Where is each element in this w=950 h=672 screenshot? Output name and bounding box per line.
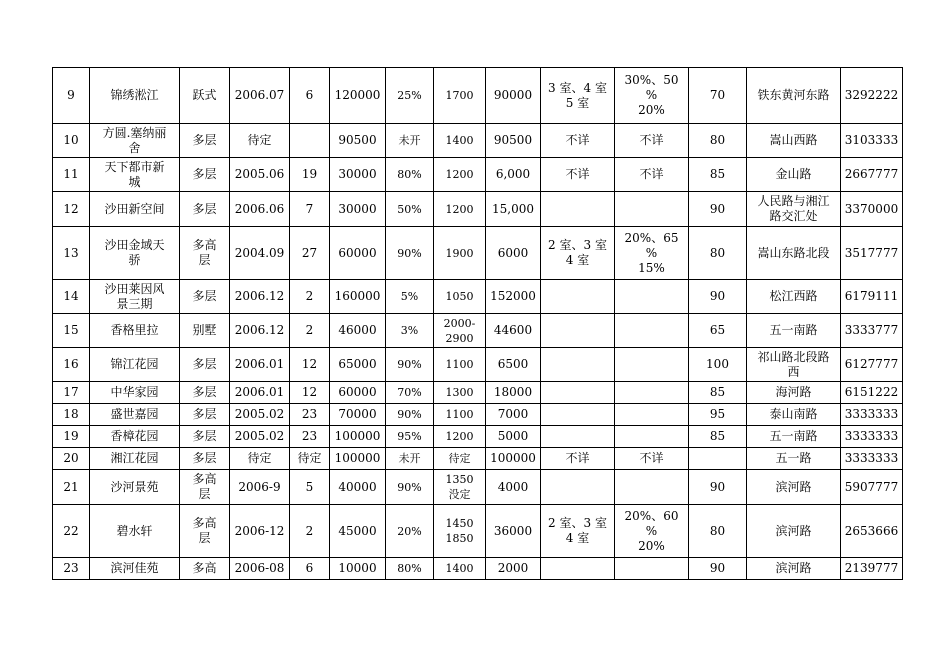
cell-col8: 1200 (434, 426, 486, 448)
cell-date: 2005.06 (230, 158, 290, 192)
cell-col5: 6 (290, 558, 330, 580)
cell-building-type: 多层 (180, 404, 230, 426)
cell-col6: 90500 (330, 124, 386, 158)
cell-date: 2004.09 (230, 227, 290, 280)
cell-date: 2006.12 (230, 314, 290, 348)
cell-date: 待定 (230, 448, 290, 470)
cell-building-type: 多层 (180, 448, 230, 470)
cell-phone: 2653666 (841, 505, 903, 558)
cell-project-name: 香樟花园 (90, 426, 180, 448)
cell-phone: 3333333 (841, 448, 903, 470)
cell-phone: 3333777 (841, 314, 903, 348)
cell-phone: 6127777 (841, 348, 903, 382)
cell-col7: 25% (386, 68, 434, 124)
cell-col6: 60000 (330, 227, 386, 280)
cell-phone: 3517777 (841, 227, 903, 280)
cell-unit-types: 2 室、3 室 4 室 (541, 505, 615, 558)
cell-unit-ratios (615, 558, 689, 580)
cell-col7: 3% (386, 314, 434, 348)
cell-col7: 80% (386, 558, 434, 580)
cell-col6: 45000 (330, 505, 386, 558)
cell-col12: 70 (689, 68, 747, 124)
cell-number: 17 (53, 382, 90, 404)
cell-col8: 1200 (434, 158, 486, 192)
cell-building-type: 别墅 (180, 314, 230, 348)
cell-number: 23 (53, 558, 90, 580)
cell-phone: 3333333 (841, 404, 903, 426)
cell-location: 嵩山东路北段 (747, 227, 841, 280)
cell-number: 15 (53, 314, 90, 348)
cell-unit-types (541, 404, 615, 426)
cell-project-name: 锦绣淞江 (90, 68, 180, 124)
cell-col7: 90% (386, 404, 434, 426)
cell-unit-ratios (615, 280, 689, 314)
cell-col5: 5 (290, 470, 330, 505)
cell-unit-ratios: 不详 (615, 448, 689, 470)
table-row (53, 68, 903, 124)
cell-project-name: 天下都市新 城 (90, 158, 180, 192)
cell-location: 五一南路 (747, 426, 841, 448)
cell-number: 12 (53, 192, 90, 227)
cell-col8: 1900 (434, 227, 486, 280)
cell-col9: 36000 (486, 505, 541, 558)
cell-col9: 4000 (486, 470, 541, 505)
cell-col8: 1450 1850 (434, 505, 486, 558)
cell-col7: 70% (386, 382, 434, 404)
cell-location: 滨河路 (747, 505, 841, 558)
cell-col7: 90% (386, 227, 434, 280)
cell-col6: 120000 (330, 68, 386, 124)
cell-col5: 12 (290, 348, 330, 382)
cell-col6: 70000 (330, 404, 386, 426)
cell-location: 松江西路 (747, 280, 841, 314)
cell-col9: 6000 (486, 227, 541, 280)
cell-col8: 1050 (434, 280, 486, 314)
cell-col12: 80 (689, 124, 747, 158)
cell-project-name: 沙田新空间 (90, 192, 180, 227)
cell-col12: 90 (689, 280, 747, 314)
cell-building-type: 多层 (180, 192, 230, 227)
cell-location: 五一南路 (747, 314, 841, 348)
cell-number: 16 (53, 348, 90, 382)
cell-col5: 2 (290, 280, 330, 314)
cell-col7: 90% (386, 470, 434, 505)
cell-unit-types: 不详 (541, 448, 615, 470)
cell-number: 18 (53, 404, 90, 426)
cell-unit-types: 2 室、3 室 4 室 (541, 227, 615, 280)
cell-unit-types (541, 382, 615, 404)
cell-unit-ratios: 20%、65 % 15% (615, 227, 689, 280)
cell-date: 2006-12 (230, 505, 290, 558)
cell-number: 10 (53, 124, 90, 158)
cell-col12: 65 (689, 314, 747, 348)
cell-unit-ratios (615, 192, 689, 227)
cell-col9: 15,000 (486, 192, 541, 227)
cell-col5: 23 (290, 404, 330, 426)
cell-project-name: 盛世嘉园 (90, 404, 180, 426)
cell-col7: 5% (386, 280, 434, 314)
cell-project-name: 沙田莱因风 景三期 (90, 280, 180, 314)
housing-project-table (52, 67, 903, 580)
cell-col6: 10000 (330, 558, 386, 580)
cell-unit-ratios: 20%、60 % 20% (615, 505, 689, 558)
cell-number: 19 (53, 426, 90, 448)
cell-unit-types (541, 426, 615, 448)
table-row (53, 348, 903, 382)
cell-unit-types (541, 314, 615, 348)
cell-project-name: 碧水轩 (90, 505, 180, 558)
cell-col9: 5000 (486, 426, 541, 448)
cell-date: 2006.07 (230, 68, 290, 124)
cell-unit-types (541, 558, 615, 580)
cell-phone: 2667777 (841, 158, 903, 192)
cell-col12: 100 (689, 348, 747, 382)
cell-location: 金山路 (747, 158, 841, 192)
cell-unit-ratios: 不详 (615, 124, 689, 158)
cell-location: 人民路与湘江 路交汇处 (747, 192, 841, 227)
table-row (53, 558, 903, 580)
cell-unit-types (541, 348, 615, 382)
table-row (53, 280, 903, 314)
cell-date: 2006.06 (230, 192, 290, 227)
cell-col8: 1700 (434, 68, 486, 124)
table-row (53, 314, 903, 348)
table-row (53, 192, 903, 227)
cell-col5: 23 (290, 426, 330, 448)
cell-col12 (689, 448, 747, 470)
cell-col12: 95 (689, 404, 747, 426)
cell-col9: 2000 (486, 558, 541, 580)
cell-unit-ratios (615, 404, 689, 426)
cell-number: 11 (53, 158, 90, 192)
cell-col6: 60000 (330, 382, 386, 404)
table-body (53, 68, 903, 580)
cell-col6: 100000 (330, 448, 386, 470)
cell-col7: 80% (386, 158, 434, 192)
cell-location: 滨河路 (747, 558, 841, 580)
cell-number: 9 (53, 68, 90, 124)
table-row (53, 158, 903, 192)
cell-location: 滨河路 (747, 470, 841, 505)
cell-building-type: 跃式 (180, 68, 230, 124)
cell-unit-types: 不详 (541, 158, 615, 192)
cell-unit-types (541, 280, 615, 314)
cell-col9: 90500 (486, 124, 541, 158)
cell-col9: 90000 (486, 68, 541, 124)
cell-col6: 30000 (330, 158, 386, 192)
cell-phone: 2139777 (841, 558, 903, 580)
cell-col7: 未开 (386, 448, 434, 470)
cell-phone: 3333333 (841, 426, 903, 448)
cell-col6: 30000 (330, 192, 386, 227)
cell-col9: 6500 (486, 348, 541, 382)
cell-col8: 1100 (434, 404, 486, 426)
cell-phone: 5907777 (841, 470, 903, 505)
cell-location: 五一路 (747, 448, 841, 470)
cell-unit-types: 不详 (541, 124, 615, 158)
cell-col9: 6,000 (486, 158, 541, 192)
cell-building-type: 多层 (180, 158, 230, 192)
cell-col12: 80 (689, 227, 747, 280)
cell-building-type: 多层 (180, 280, 230, 314)
cell-col12: 85 (689, 382, 747, 404)
document-page (52, 67, 903, 580)
cell-col7: 90% (386, 348, 434, 382)
cell-col5: 6 (290, 68, 330, 124)
table-row (53, 124, 903, 158)
cell-location: 海河路 (747, 382, 841, 404)
cell-col5: 2 (290, 314, 330, 348)
cell-col8: 2000- 2900 (434, 314, 486, 348)
cell-unit-ratios (615, 314, 689, 348)
cell-project-name: 沙田金域天 骄 (90, 227, 180, 280)
cell-project-name: 中华家园 (90, 382, 180, 404)
cell-col7: 未开 (386, 124, 434, 158)
cell-col12: 85 (689, 426, 747, 448)
cell-unit-types (541, 470, 615, 505)
cell-col8: 1200 (434, 192, 486, 227)
cell-phone: 3370000 (841, 192, 903, 227)
cell-col12: 85 (689, 158, 747, 192)
cell-project-name: 香格里拉 (90, 314, 180, 348)
cell-col12: 80 (689, 505, 747, 558)
cell-location: 嵩山西路 (747, 124, 841, 158)
cell-number: 20 (53, 448, 90, 470)
cell-col9: 18000 (486, 382, 541, 404)
cell-building-type: 多高 (180, 558, 230, 580)
cell-col8: 1400 (434, 558, 486, 580)
cell-number: 13 (53, 227, 90, 280)
cell-col8: 1400 (434, 124, 486, 158)
cell-col8: 1300 (434, 382, 486, 404)
cell-building-type: 多层 (180, 124, 230, 158)
cell-number: 22 (53, 505, 90, 558)
cell-col5: 27 (290, 227, 330, 280)
table-row (53, 227, 903, 280)
cell-number: 21 (53, 470, 90, 505)
cell-building-type: 多高 层 (180, 470, 230, 505)
cell-project-name: 沙河景苑 (90, 470, 180, 505)
cell-col6: 160000 (330, 280, 386, 314)
cell-project-name: 滨河佳苑 (90, 558, 180, 580)
cell-date: 2006.01 (230, 348, 290, 382)
cell-building-type: 多层 (180, 426, 230, 448)
cell-date: 2006-08 (230, 558, 290, 580)
cell-unit-ratios: 30%、50 % 20% (615, 68, 689, 124)
cell-col8: 1100 (434, 348, 486, 382)
cell-location: 泰山南路 (747, 404, 841, 426)
cell-col5 (290, 124, 330, 158)
table-row (53, 382, 903, 404)
cell-date: 待定 (230, 124, 290, 158)
cell-col9: 44600 (486, 314, 541, 348)
cell-unit-ratios: 不详 (615, 158, 689, 192)
cell-phone: 3292222 (841, 68, 903, 124)
table-row (53, 505, 903, 558)
table-row (53, 470, 903, 505)
cell-project-name: 方圆.塞纳丽 舍 (90, 124, 180, 158)
cell-col7: 50% (386, 192, 434, 227)
cell-col12: 90 (689, 470, 747, 505)
cell-col7: 20% (386, 505, 434, 558)
cell-unit-ratios (615, 426, 689, 448)
cell-project-name: 湘江花园 (90, 448, 180, 470)
cell-unit-types: 3 室、4 室 5 室 (541, 68, 615, 124)
cell-date: 2006-9 (230, 470, 290, 505)
cell-col5: 12 (290, 382, 330, 404)
table-row (53, 404, 903, 426)
cell-col5: 7 (290, 192, 330, 227)
table-row (53, 426, 903, 448)
cell-unit-ratios (615, 382, 689, 404)
cell-date: 2005.02 (230, 404, 290, 426)
cell-col9: 152000 (486, 280, 541, 314)
cell-date: 2006.12 (230, 280, 290, 314)
cell-unit-types (541, 192, 615, 227)
cell-building-type: 多高 层 (180, 227, 230, 280)
cell-col12: 90 (689, 192, 747, 227)
cell-col6: 65000 (330, 348, 386, 382)
cell-building-type: 多高 层 (180, 505, 230, 558)
cell-col8: 1350 没定 (434, 470, 486, 505)
cell-col5: 2 (290, 505, 330, 558)
cell-col8: 待定 (434, 448, 486, 470)
cell-phone: 6179111 (841, 280, 903, 314)
cell-col5: 19 (290, 158, 330, 192)
cell-phone: 3103333 (841, 124, 903, 158)
cell-unit-ratios (615, 470, 689, 505)
cell-date: 2006.01 (230, 382, 290, 404)
cell-col9: 7000 (486, 404, 541, 426)
cell-col12: 90 (689, 558, 747, 580)
cell-building-type: 多层 (180, 382, 230, 404)
cell-col9: 100000 (486, 448, 541, 470)
cell-unit-ratios (615, 348, 689, 382)
cell-location: 铁东黄河东路 (747, 68, 841, 124)
cell-project-name: 锦江花园 (90, 348, 180, 382)
cell-phone: 6151222 (841, 382, 903, 404)
table-row (53, 448, 903, 470)
cell-col7: 95% (386, 426, 434, 448)
cell-col6: 46000 (330, 314, 386, 348)
cell-col6: 40000 (330, 470, 386, 505)
cell-location: 祁山路北段路 西 (747, 348, 841, 382)
cell-date: 2005.02 (230, 426, 290, 448)
cell-col5: 待定 (290, 448, 330, 470)
cell-col6: 100000 (330, 426, 386, 448)
cell-building-type: 多层 (180, 348, 230, 382)
cell-number: 14 (53, 280, 90, 314)
